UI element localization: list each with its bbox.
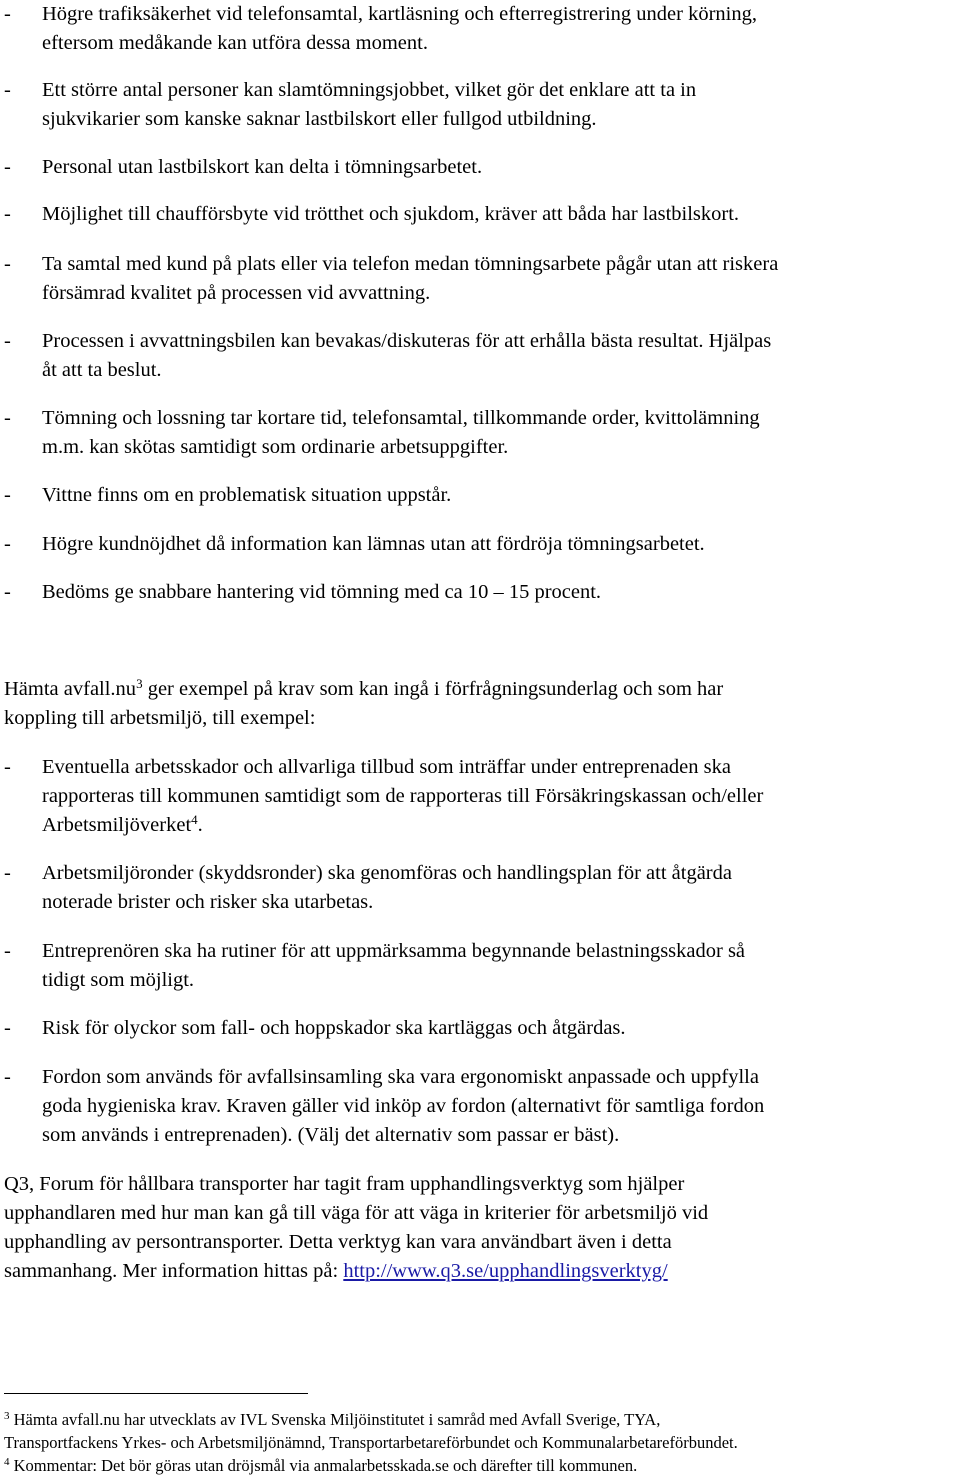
list-item-line: sjukvikarier som kanske saknar lastbilskort eller fullgod utbildning.: [42, 108, 597, 130]
list-item-line: noterade brister och risker ska utarbetas.: [42, 891, 374, 913]
list-item-line: åt att ta beslut.: [42, 359, 162, 381]
list-item-line: goda hygieniska krav. Kraven gäller vid inköp av fordon (alternativt för samtliga fordon: [42, 1095, 765, 1117]
list-item: [4, 1014, 958, 1043]
list-item: [4, 530, 958, 559]
list-item: [4, 1063, 958, 1150]
list-dash: -: [4, 3, 11, 25]
list-item: [4, 327, 958, 385]
list-dash: -: [4, 533, 11, 555]
list-item: [4, 859, 958, 917]
list-item-line: Processen i avvattningsbilen kan bevakas/diskuteras för att erhålla bästa resultat. Hjälpas: [42, 330, 772, 352]
list-item: [4, 937, 958, 995]
list-item-line: tidigt som möjligt.: [42, 969, 195, 991]
q3-paragraph: [4, 1170, 958, 1286]
intro-paragraph: [4, 675, 958, 733]
list-item-line: m.m. kan skötas samtidigt som ordinarie arbetsuppgifter.: [42, 436, 509, 458]
list-item: [4, 0, 958, 58]
list-item-line: Entreprenören ska ha rutiner för att uppmärksamma begynnande belastningsskador så: [42, 940, 746, 962]
footnote-divider: [4, 1393, 308, 1394]
list-item: [4, 153, 958, 182]
list-dash: -: [4, 330, 11, 352]
list-dash: -: [4, 203, 11, 225]
q3-text: Q3, Forum för hållbara transporter har tagit fram upphandlingsverktyg som hjälper: [4, 1173, 685, 1195]
footnote-text: Kommentar: Det bör göras utan dröjsmål via anmalarbetsskada.se och därefter till kommunen.: [9, 1456, 638, 1475]
list-item: [4, 753, 958, 840]
list-dash: -: [4, 156, 11, 178]
footnote-text: Hämta avfall.nu har utvecklats av IVL Svenska Miljöinstitutet i samråd med Avfall Sverige, TYA,: [9, 1410, 661, 1429]
list-item-line: Vittne finns om en problematisk situation uppstår.: [42, 484, 452, 506]
q3-link[interactable]: http://www.q3.se/upphandlingsverktyg/: [343, 1260, 668, 1282]
list-dash: -: [4, 756, 11, 778]
list-dash: -: [4, 862, 11, 884]
footnote-text: Transportfackens Yrkes- och Arbetsmiljönämnd, Transportarbetareförbundet och Kommunalarbetareförbundet.: [4, 1433, 738, 1452]
list-item: [4, 250, 958, 308]
list-item-line: Tömning och lossning tar kortare tid, telefonsamtal, tillkommande order, kvittolämning: [42, 407, 760, 429]
intro-text: ger exempel på krav som kan ingå i förfrågningsunderlag och som har: [142, 678, 724, 700]
footnote-ref: 3: [136, 675, 143, 691]
list-item-line: Högre kundnöjdhet då information kan lämnas utan att fördröja tömningsarbetet.: [42, 533, 705, 555]
list-item-line: Fordon som används för avfallsinsamling ska vara ergonomiskt anpassade och uppfylla: [42, 1066, 759, 1088]
q3-text: upphandlaren med hur man kan gå till väga för att väga in kriterier för arbetsmiljö vid: [4, 1202, 709, 1224]
list-item-line: Ta samtal med kund på plats eller via telefon medan tömningsarbete pågår utan att riskera: [42, 253, 779, 275]
list-item-line: Möjlighet till chaufförsbyte vid trötthet och sjukdom, kräver att båda har lastbilskort.: [42, 203, 740, 225]
list-item: [4, 481, 958, 510]
list-item-line: som används i entreprenaden). (Välj det alternativ som passar er bäst).: [42, 1124, 620, 1146]
list-item: [4, 578, 958, 607]
list-item-line: Högre trafiksäkerhet vid telefonsamtal, kartläsning och efterregistrering under körning,: [42, 3, 757, 25]
intro-text: Hämta avfall.nu: [4, 678, 137, 700]
q3-text: sammanhang. Mer information hittas på:: [4, 1260, 344, 1282]
list-item-line: Ett större antal personer kan slamtömningsjobbet, vilket gör det enklare att ta in: [42, 79, 697, 101]
list-dash: -: [4, 1066, 11, 1088]
list-item: [4, 76, 958, 134]
list-item-line: rapporteras till kommunen samtidigt som de rapporteras till Försäkringskassan och/eller: [42, 785, 764, 807]
list-dash: -: [4, 407, 11, 429]
footnotes: [4, 1408, 958, 1477]
list-dash: -: [4, 79, 11, 101]
list-item-text: .: [197, 814, 203, 836]
list-item-line: försämrad kvalitet på processen vid avvattning.: [42, 282, 431, 304]
intro-text: koppling till arbetsmiljö, till exempel:: [4, 707, 316, 729]
list-dash: -: [4, 581, 11, 603]
list-item-line: [42, 811, 958, 840]
list-item: [4, 404, 958, 462]
list-dash: -: [4, 484, 11, 506]
list-item-line: Risk för olyckor som fall- och hoppskador ska kartläggas och åtgärdas.: [42, 1017, 626, 1039]
list-item: [4, 200, 958, 229]
footnote-ref: 4: [191, 811, 198, 827]
list-item-line: Arbetsmiljöronder (skyddsronder) ska genomföras och handlingsplan för att åtgärda: [42, 862, 732, 884]
list-dash: -: [4, 1017, 11, 1039]
footnote-number: 4: [4, 1455, 10, 1468]
q3-text: upphandling av persontransporter. Detta verktyg kan vara användbart även i detta: [4, 1231, 672, 1253]
list-dash: -: [4, 940, 11, 962]
list-dash: -: [4, 253, 11, 275]
footnote-number: 3: [4, 1409, 10, 1422]
list-item-text: Arbetsmiljöverket: [42, 814, 192, 836]
list-item-line: Bedöms ge snabbare hantering vid tömning med ca 10 – 15 procent.: [42, 581, 602, 603]
list-item-line: Eventuella arbetsskador och allvarliga tillbud som inträffar under entreprenaden ska: [42, 756, 731, 778]
list-item-line: Personal utan lastbilskort kan delta i tömningsarbetet.: [42, 156, 483, 178]
list-item-line: eftersom medåkande kan utföra dessa moment.: [42, 32, 428, 54]
